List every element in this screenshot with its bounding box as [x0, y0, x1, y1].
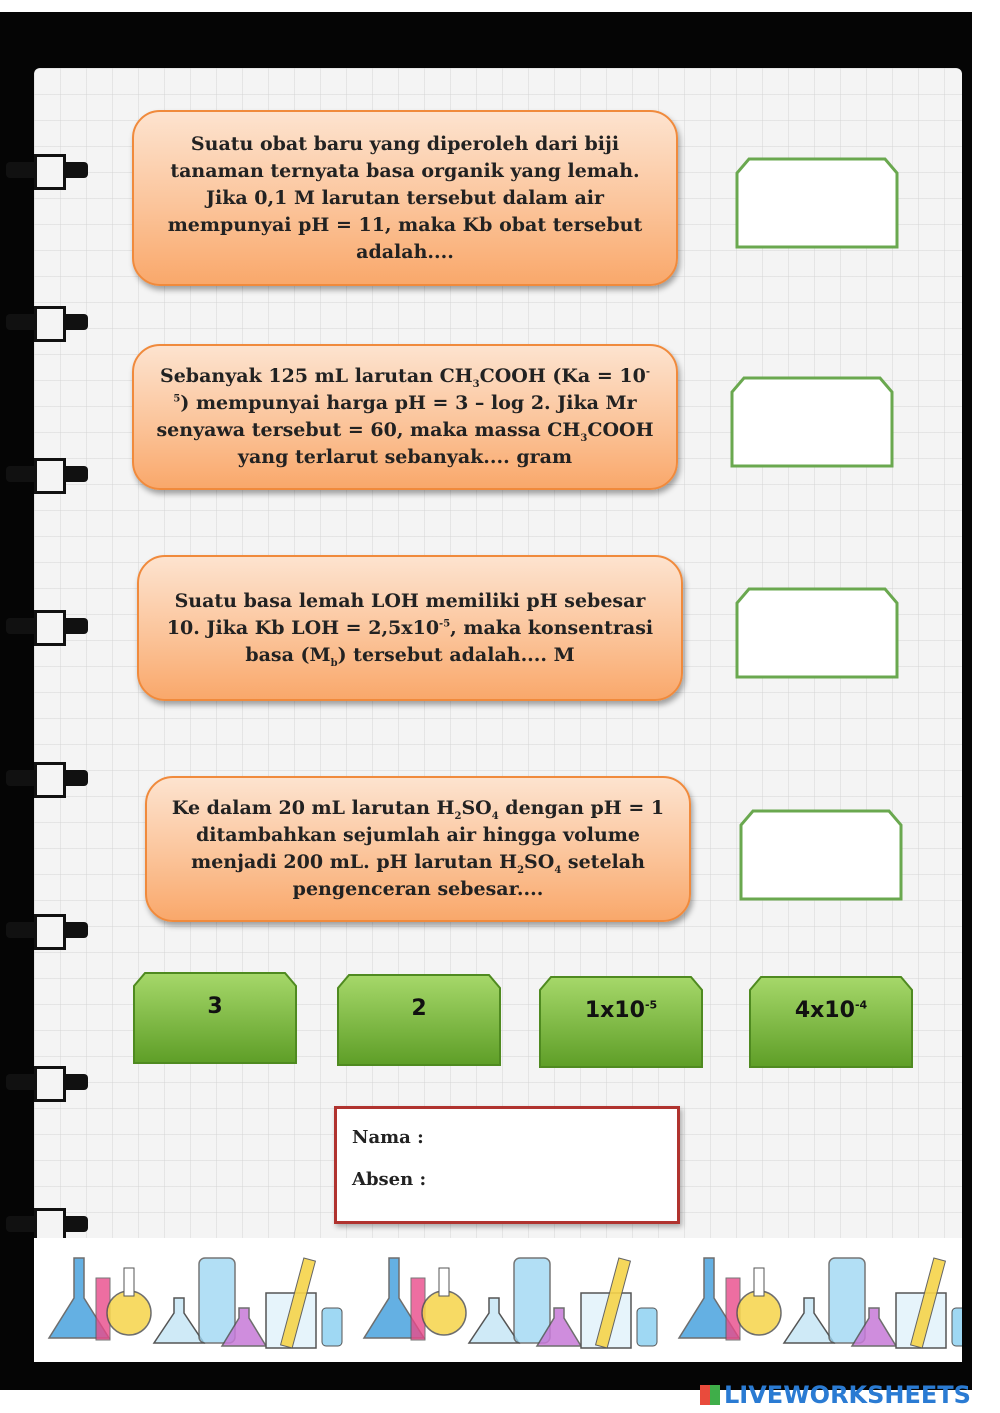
question-card-3 [137, 555, 683, 701]
spiral-ring [6, 902, 88, 958]
spiral-ring [6, 1054, 88, 1110]
spiral-ring [6, 294, 88, 350]
student-info-box [334, 1106, 680, 1224]
spiral-ring [6, 750, 88, 806]
question-1-text: Suatu obat baru yang diperoleh dari biji tanaman ternyata basa organik yang lemah. Jika 0,1 M larutan tersebut dalam air mempunyai pH = 11, maka Kb obat tersebut adalah.... [167, 132, 643, 263]
option-4-label: $4x10^{-4}$ [794, 998, 868, 1023]
question-card-1 [132, 110, 678, 286]
option-2-label: 2 [411, 996, 427, 1021]
spiral-ring [6, 142, 88, 198]
question-2-text: Sebanyak 125 mL larutan $CH_3COOH$ $(Ka = 10^{-5})$ mempunyai harga pH = 3 – log 2. Jika Mr senyawa tersebut = 60, maka massa $CH_3COOH$ yang terlarut sebanyak.... gram [156, 365, 654, 468]
spiral-ring [6, 446, 88, 502]
option-tile-3[interactable] [539, 976, 703, 1068]
question-card-4 [145, 776, 691, 922]
spiral-ring [6, 598, 88, 654]
name-label: Nama : [352, 1127, 424, 1148]
option-3-label: $1x10^{-5}$ [584, 998, 658, 1023]
answer-drop-box-4[interactable] [739, 809, 903, 901]
option-tile-1[interactable] [133, 972, 297, 1064]
option-1-label: 3 [207, 994, 223, 1019]
brand-logo [700, 1381, 971, 1409]
option-tile-2[interactable] [337, 974, 501, 1066]
question-card-2 [132, 344, 678, 490]
question-3-text: Suatu basa lemah LOH memiliki pH sebesar 10. Jika Kb LOH = $2,5x10^{-5}$, maka konsentrasi basa $(M_b)$ tersebut adalah.... M [166, 589, 654, 669]
option-tile-4[interactable] [749, 976, 913, 1068]
lab-equipment-illustration [34, 1238, 962, 1362]
brand-text: LIVEWORKSHEETS [724, 1381, 971, 1409]
absen-label: Absen : [352, 1169, 427, 1190]
liveworksheets-icon [700, 1385, 720, 1405]
glassware-icon [34, 1238, 962, 1362]
answer-drop-box-1[interactable] [735, 157, 899, 249]
answer-drop-box-3[interactable] [735, 587, 899, 679]
answer-drop-box-2[interactable] [730, 376, 894, 468]
question-4-text: Ke dalam 20 mL larutan $H_2SO_4$ dengan pH = 1 ditambahkan sejumlah air hingga volume menjadi 200 mL. pH larutan $H_2SO_4$ setelah pengenceran sebesar.... [171, 797, 665, 900]
